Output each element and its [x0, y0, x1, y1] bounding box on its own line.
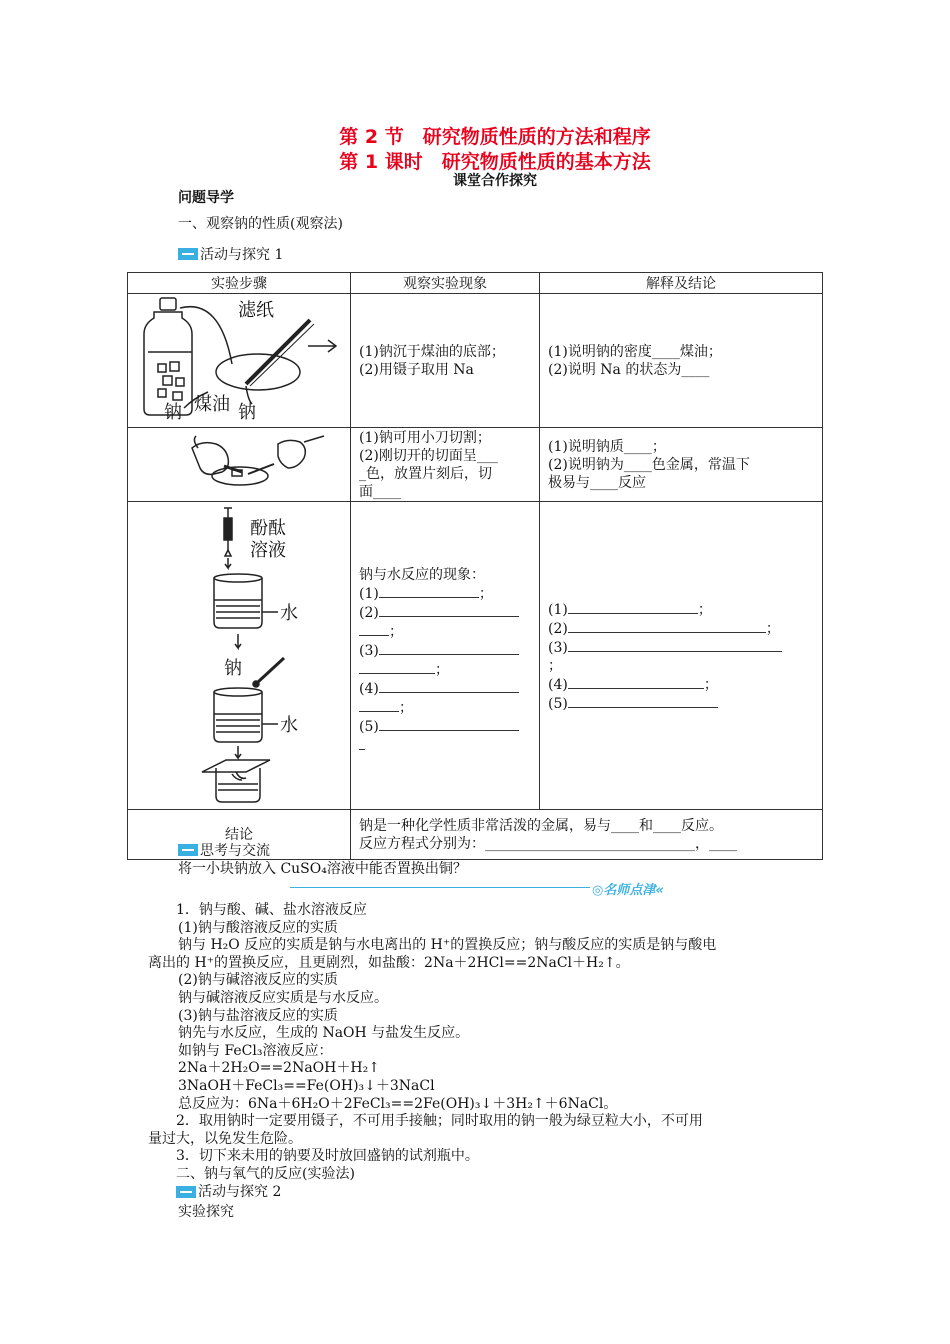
row3-observation-title: 钠与水反应的现象：: [359, 567, 485, 583]
obs-item-cont: ；: [359, 622, 531, 641]
think-label: [178, 840, 270, 860]
equation-2: 3NaOH＋FeCl₃==Fe(OH)₃↓＋3NaCl: [178, 1077, 435, 1094]
row2-observation-l3: _色，放置片刻后，切: [359, 465, 492, 482]
note-2-l2: 量过大，以免发生危险。: [148, 1130, 302, 1147]
obs-item-cont: ；: [359, 660, 531, 679]
answer-blank: [568, 694, 718, 708]
answer-blank: [568, 675, 704, 689]
row1-conclusion-l2: (2)说明 Na 的状态为____: [548, 361, 710, 378]
conc-item-label: (1): [548, 602, 568, 618]
header-observation: 观察实验现象: [351, 273, 540, 294]
conc-item: (2) ；: [548, 621, 780, 637]
note-1c-l1: 钠先与水反应，生成的 NaOH 与盐发生反应。: [178, 1025, 470, 1042]
conc-item: (1) ；: [548, 602, 712, 618]
row1-image-cell: [128, 294, 351, 428]
note-3: 3．切下来未用的钠要及时放回盛钠的试剂瓶中。: [176, 1148, 479, 1165]
row4-conclusion: [351, 810, 823, 860]
header-step: 实验步骤: [128, 273, 351, 294]
obs-item-label: (4): [359, 681, 379, 697]
obs-item: (1) ；: [359, 586, 493, 602]
note-1c-l2: 如钠与 FeCl₃溶液反应：: [178, 1042, 333, 1059]
answer-blank: [359, 736, 365, 750]
obs-item-label: (3): [359, 643, 379, 659]
conc-item-label: (5): [548, 696, 568, 712]
activity1-text: 活动与探究 1: [200, 247, 284, 263]
activity2-label: [148, 1184, 281, 1202]
answer-blank: [568, 600, 698, 614]
activity1-label: [178, 244, 283, 264]
page-title-line1: 第 2 节 研究物质性质的方法和程序: [339, 126, 651, 148]
label-filter-paper: 滤纸: [238, 300, 274, 321]
row2-observation-l1: (1)钠可用小刀切割；: [359, 429, 491, 446]
divider-line: [290, 887, 590, 888]
answer-blank: [379, 584, 479, 598]
row3-conclusion: [540, 502, 823, 810]
note-1a-l2: 离出的 H⁺的置换反应，且更剧烈，如盐酸：2Na＋2HCl==2NaCl＋H₂↑。: [148, 954, 630, 971]
equation-1: 2Na＋2H₂O==2NaOH＋H₂↑: [178, 1060, 380, 1077]
label-phenolphthalein: 酚酞: [250, 518, 286, 539]
row4-label: 结论: [128, 810, 351, 860]
note-1: 1．钠与酸、碱、盐水溶液反应: [176, 902, 367, 918]
teacher-tips-badge: ◎名师点津«: [592, 883, 664, 898]
arrow-marker-icon: [178, 844, 198, 856]
table-row: [128, 294, 823, 428]
table-header-row: [128, 273, 823, 294]
row2-observation-l4: 面____: [359, 483, 401, 500]
kerosene-bottle-illustration: [128, 294, 350, 422]
conc-item: [548, 638, 814, 657]
label-sodium-2: 钠: [238, 402, 256, 422]
row2-conclusion-l1: (1)说明钠质____；: [548, 438, 666, 455]
label-water-1: 水: [280, 603, 298, 624]
row2-conclusion-l3: 极易与____反应: [548, 474, 646, 491]
label-water-2: 水: [280, 715, 298, 736]
section1-heading: 一、观察钠的性质(观察法): [178, 216, 343, 232]
cutting-sodium-illustration: [128, 428, 350, 496]
answer-blank: [379, 717, 519, 731]
obs-item-label: (1): [359, 586, 379, 602]
row2-image-cell: [128, 428, 351, 502]
label-sodium: 钠: [224, 658, 242, 679]
sodium-water-illustration: [128, 502, 350, 804]
row3-observation: [351, 502, 540, 810]
row1-conclusion: [540, 294, 823, 428]
section-guide: 问题导学: [178, 190, 234, 206]
note-2-l1: 2．取用钠时一定要用镊子，不可用手接触；同时取用的钠一般为绿豆粒大小，不可用: [176, 1113, 703, 1130]
conc-item-label: (2): [548, 621, 568, 637]
header-conclusion: 解释及结论: [540, 273, 823, 294]
notes-block: [148, 902, 818, 1221]
conc-item-label: (4): [548, 677, 568, 693]
answer-blank: [359, 622, 389, 636]
answer-blank: [359, 660, 435, 674]
note-1b: (2)钠与碱溶液反应的实质: [178, 972, 338, 989]
label-kerosene: 煤油: [194, 394, 230, 415]
label-sodium-1: 钠: [164, 402, 182, 422]
obs-item: [359, 717, 531, 736]
obs-item: [359, 603, 531, 622]
answer-blank: [379, 641, 519, 655]
think-text: 思考与交流: [200, 843, 270, 859]
experiment-label: 实验探究: [178, 1203, 234, 1220]
equation-3: 总反应为：6Na＋6H₂O＋2FeCl₃==2Fe(OH)₃↓＋3H₂↑＋6NaCl。: [178, 1095, 618, 1112]
obs-item-label: (5): [359, 719, 379, 735]
row2-conclusion-l2: (2)说明钠为____色金属，常温下: [548, 456, 750, 473]
note-1a: (1)钠与酸溶液反应的实质: [178, 919, 338, 936]
obs-item-cont: [359, 736, 531, 755]
answer-blank: [359, 698, 399, 712]
conc-item: (4) ；: [548, 677, 718, 693]
label-solution: 溶液: [250, 540, 286, 561]
row2-conclusion: [540, 428, 823, 502]
conc-item: [548, 694, 814, 713]
experiment-table: [127, 272, 823, 860]
page-title-line2: 第 1 课时 研究物质性质的基本方法: [339, 151, 651, 173]
section2-heading: 二、钠与氧气的反应(实验法): [176, 1165, 355, 1182]
conc-item-cont: ；: [548, 658, 562, 674]
arrow-marker-icon: [176, 1186, 196, 1198]
row4-text-l2: 反应方程式分别为：______________________________，____: [359, 835, 737, 852]
answer-blank: [568, 638, 782, 652]
row3-image-cell: [128, 502, 351, 810]
row2-observation-l2: (2)刚切开的切面呈___: [359, 447, 498, 464]
row2-observation: [351, 428, 540, 502]
obs-item: [359, 679, 531, 698]
answer-blank: [379, 679, 519, 693]
obs-item: [359, 641, 531, 660]
obs-item-cont: ；: [359, 698, 531, 717]
row4-text-l1: 钠是一种化学性质非常活泼的金属，易与____和____反应。: [359, 817, 723, 834]
table-row: [128, 502, 823, 810]
note-1b-l1: 钠与碱溶液反应实质是与水反应。: [178, 989, 388, 1006]
answer-blank: [379, 603, 519, 617]
answer-blank: [568, 619, 766, 633]
activity2-text: 活动与探究 2: [198, 1183, 282, 1200]
note-1a-l1: 钠与 H₂O 反应的实质是钠与水电离出的 H⁺的置换反应；钠与酸反应的实质是钠与酸电: [178, 937, 717, 954]
obs-item-label: (2): [359, 605, 379, 621]
think-question: 将一小块钠放入 CuSO₄溶液中能否置换出铜？: [178, 861, 467, 877]
badge-text: 名师点津: [603, 883, 656, 898]
subtitle: 课堂合作探究: [453, 173, 537, 189]
note-1c: (3)钠与盐溶液反应的实质: [178, 1007, 338, 1024]
arrow-marker-icon: [178, 248, 198, 260]
table-row: [128, 428, 823, 502]
row1-observation: (1)钠沉于煤油的底部； (2)用镊子取用 Na: [351, 294, 540, 428]
row1-conclusion-l1: (1)说明钠的密度____煤油；: [548, 343, 722, 360]
conc-item-label: (3): [548, 640, 568, 656]
